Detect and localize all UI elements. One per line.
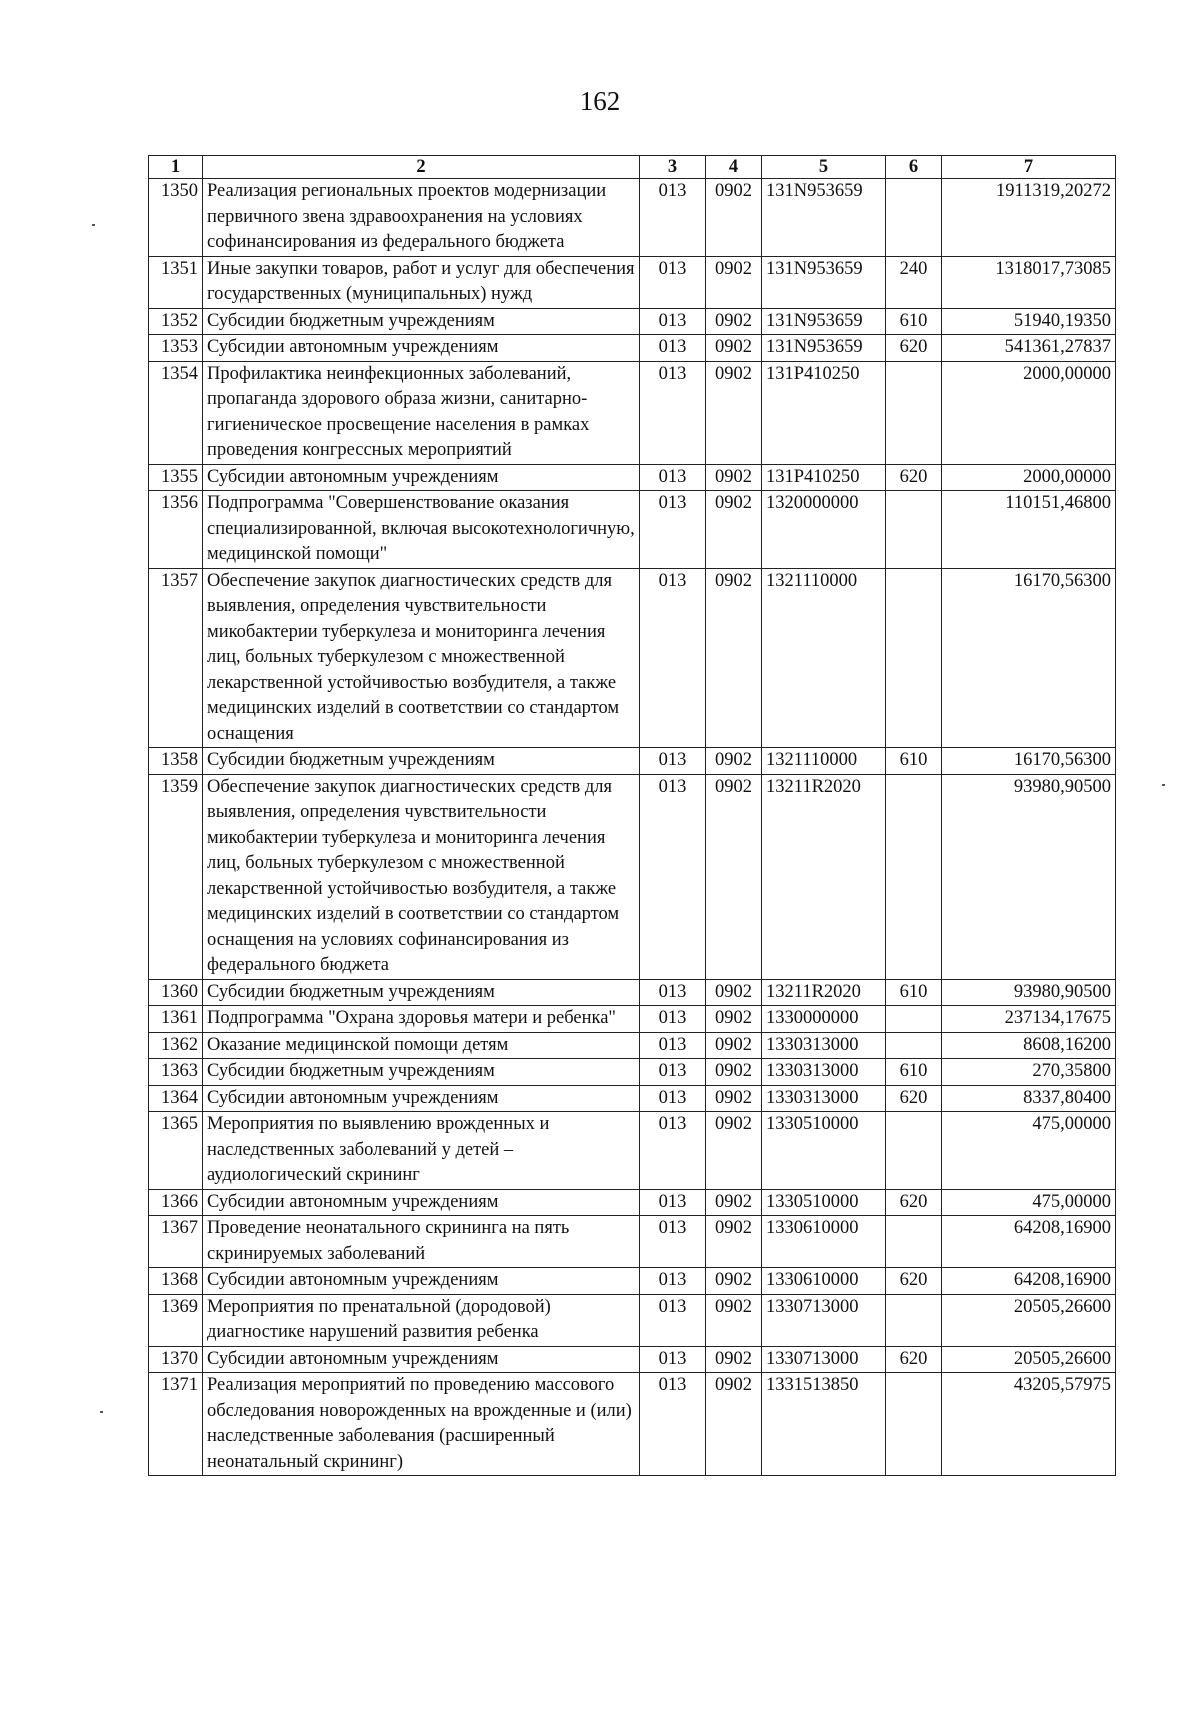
amount-value: 64208,16900 [942, 1268, 1116, 1295]
target-article-code: 1330610000 [762, 1216, 886, 1268]
amount-value: 2000,00000 [942, 464, 1116, 491]
column-header: 1 [149, 156, 203, 179]
target-article-code: 1330713000 [762, 1294, 886, 1346]
ministry-code: 013 [640, 1112, 706, 1190]
target-article-code: 1330713000 [762, 1346, 886, 1373]
section-code: 0902 [706, 256, 762, 308]
row-number: 1359 [149, 774, 203, 979]
row-number: 1363 [149, 1059, 203, 1086]
amount-value: 16170,56300 [942, 568, 1116, 748]
item-description: Субсидии автономным учреждениям [203, 1085, 640, 1112]
item-description: Подпрограмма "Совершенствование оказания специализированной, включая высокотехнологичную, медицинской помощи" [203, 491, 640, 569]
target-article-code: 13211R2020 [762, 774, 886, 979]
section-code: 0902 [706, 1085, 762, 1112]
item-description: Мероприятия по пренатальной (дородовой) диагностике нарушений развития ребенка [203, 1294, 640, 1346]
item-description: Субсидии автономным учреждениям [203, 1346, 640, 1373]
section-code: 0902 [706, 1006, 762, 1033]
target-article-code: 1330313000 [762, 1085, 886, 1112]
item-description: Субсидии бюджетным учреждениям [203, 748, 640, 775]
ministry-code: 013 [640, 1216, 706, 1268]
expense-type-code: 610 [886, 308, 942, 335]
ministry-code: 013 [640, 256, 706, 308]
row-number: 1368 [149, 1268, 203, 1295]
row-number: 1367 [149, 1216, 203, 1268]
amount-value: 8337,80400 [942, 1085, 1116, 1112]
amount-value: 8608,16200 [942, 1032, 1116, 1059]
expense-type-code: 610 [886, 748, 942, 775]
row-number: 1354 [149, 361, 203, 464]
table-row [149, 1346, 1116, 1373]
ministry-code: 013 [640, 1032, 706, 1059]
target-article-code: 1321110000 [762, 568, 886, 748]
item-description: Профилактика неинфекционных заболеваний, пропаганда здорового образа жизни, санитарно-гигиеническое просвещение населения в рамках проведения конгрессных мероприятий [203, 361, 640, 464]
target-article-code: 1330510000 [762, 1189, 886, 1216]
target-article-code: 1331513850 [762, 1373, 886, 1476]
amount-value: 270,35800 [942, 1059, 1116, 1086]
section-code: 0902 [706, 979, 762, 1006]
amount-value: 20505,26600 [942, 1294, 1116, 1346]
section-code: 0902 [706, 1268, 762, 1295]
amount-value: 43205,57975 [942, 1373, 1116, 1476]
table-row [149, 361, 1116, 464]
item-description: Оказание медицинской помощи детям [203, 1032, 640, 1059]
table-row [149, 748, 1116, 775]
amount-value: 1318017,73085 [942, 256, 1116, 308]
table-row [149, 979, 1116, 1006]
scan-speck [100, 1411, 103, 1413]
row-number: 1366 [149, 1189, 203, 1216]
target-article-code: 1330313000 [762, 1059, 886, 1086]
ministry-code: 013 [640, 1006, 706, 1033]
amount-value: 541361,27837 [942, 335, 1116, 362]
item-description: Подпрограмма "Охрана здоровья матери и ребенка" [203, 1006, 640, 1033]
expense-type-code: 620 [886, 1189, 942, 1216]
scan-speck [1162, 784, 1165, 786]
row-number: 1369 [149, 1294, 203, 1346]
item-description: Субсидии бюджетным учреждениям [203, 1059, 640, 1086]
target-article-code: 1330313000 [762, 1032, 886, 1059]
section-code: 0902 [706, 774, 762, 979]
target-article-code: 131N953659 [762, 308, 886, 335]
amount-value: 475,00000 [942, 1112, 1116, 1190]
column-header: 5 [762, 156, 886, 179]
ministry-code: 013 [640, 361, 706, 464]
column-header: 6 [886, 156, 942, 179]
section-code: 0902 [706, 748, 762, 775]
table-row [149, 774, 1116, 979]
page-number: 162 [579, 86, 621, 116]
section-code: 0902 [706, 179, 762, 257]
row-number: 1362 [149, 1032, 203, 1059]
row-number: 1357 [149, 568, 203, 748]
target-article-code: 131N953659 [762, 179, 886, 257]
expense-type-code [886, 1216, 942, 1268]
expense-type-code: 620 [886, 464, 942, 491]
item-description: Проведение неонатального скрининга на пять скринируемых заболеваний [203, 1216, 640, 1268]
row-number: 1361 [149, 1006, 203, 1033]
row-number: 1352 [149, 308, 203, 335]
item-description: Субсидии автономным учреждениям [203, 464, 640, 491]
header-row [149, 156, 1116, 179]
column-header: 7 [942, 156, 1116, 179]
budget-table [148, 155, 1116, 1476]
table-row [149, 491, 1116, 569]
amount-value: 237134,17675 [942, 1006, 1116, 1033]
ministry-code: 013 [640, 335, 706, 362]
amount-value: 110151,46800 [942, 491, 1116, 569]
section-code: 0902 [706, 491, 762, 569]
amount-value: 475,00000 [942, 1189, 1116, 1216]
item-description: Субсидии бюджетным учреждениям [203, 308, 640, 335]
table-row [149, 1189, 1116, 1216]
scan-speck [92, 224, 95, 226]
expense-type-code: 620 [886, 335, 942, 362]
amount-value: 1911319,20272 [942, 179, 1116, 257]
ministry-code: 013 [640, 491, 706, 569]
amount-value: 20505,26600 [942, 1346, 1116, 1373]
amount-value: 16170,56300 [942, 748, 1116, 775]
ministry-code: 013 [640, 179, 706, 257]
column-header: 2 [203, 156, 640, 179]
table-row [149, 1006, 1116, 1033]
target-article-code: 1330510000 [762, 1112, 886, 1190]
expense-type-code [886, 1294, 942, 1346]
amount-value: 93980,90500 [942, 979, 1116, 1006]
ministry-code: 013 [640, 308, 706, 335]
expense-type-code [886, 1032, 942, 1059]
expense-type-code [886, 179, 942, 257]
table-row [149, 1268, 1116, 1295]
expense-type-code [886, 774, 942, 979]
row-number: 1360 [149, 979, 203, 1006]
expense-type-code: 610 [886, 1059, 942, 1086]
section-code: 0902 [706, 1059, 762, 1086]
table-row [149, 1032, 1116, 1059]
section-code: 0902 [706, 1189, 762, 1216]
amount-value: 51940,19350 [942, 308, 1116, 335]
item-description: Иные закупки товаров, работ и услуг для обеспечения государственных (муниципальных) нужд [203, 256, 640, 308]
item-description: Обеспечение закупок диагностических средств для выявления, определения чувствительности микобактерии туберкулеза и мониторинга лечения лиц, больных туберкулезом с множественной лекарственной устойчивостью возбудителя, а также медицинских изделий в соответствии со стандартом оснащения на условиях софинансирования из федерального бюджета [203, 774, 640, 979]
section-code: 0902 [706, 1112, 762, 1190]
table-row [149, 464, 1116, 491]
section-code: 0902 [706, 335, 762, 362]
target-article-code: 1330000000 [762, 1006, 886, 1033]
section-code: 0902 [706, 1346, 762, 1373]
row-number: 1364 [149, 1085, 203, 1112]
target-article-code: 1321110000 [762, 748, 886, 775]
section-code: 0902 [706, 1216, 762, 1268]
table-row [149, 335, 1116, 362]
ministry-code: 013 [640, 774, 706, 979]
expense-type-code [886, 568, 942, 748]
row-number: 1350 [149, 179, 203, 257]
row-number: 1370 [149, 1346, 203, 1373]
expense-type-code [886, 1006, 942, 1033]
target-article-code: 131N953659 [762, 256, 886, 308]
ministry-code: 013 [640, 748, 706, 775]
item-description: Реализация региональных проектов модернизации первичного звена здравоохранения на условиях софинансирования из федерального бюджета [203, 179, 640, 257]
ministry-code: 013 [640, 568, 706, 748]
ministry-code: 013 [640, 1085, 706, 1112]
expense-type-code: 620 [886, 1268, 942, 1295]
target-article-code: 131P410250 [762, 361, 886, 464]
item-description: Субсидии автономным учреждениям [203, 1268, 640, 1295]
section-code: 0902 [706, 1032, 762, 1059]
table-row [149, 179, 1116, 257]
ministry-code: 013 [640, 1373, 706, 1476]
column-header: 4 [706, 156, 762, 179]
expense-type-code [886, 361, 942, 464]
table-row [149, 1216, 1116, 1268]
row-number: 1365 [149, 1112, 203, 1190]
target-article-code: 1320000000 [762, 491, 886, 569]
item-description: Мероприятия по выявлению врожденных и наследственных заболеваний у детей – аудиологический скрининг [203, 1112, 640, 1190]
item-description: Субсидии автономным учреждениям [203, 1189, 640, 1216]
expense-type-code [886, 1373, 942, 1476]
table-row [149, 1112, 1116, 1190]
column-header: 3 [640, 156, 706, 179]
table-row [149, 1294, 1116, 1346]
section-code: 0902 [706, 1373, 762, 1476]
section-code: 0902 [706, 308, 762, 335]
ministry-code: 013 [640, 464, 706, 491]
row-number: 1355 [149, 464, 203, 491]
target-article-code: 131N953659 [762, 335, 886, 362]
item-description: Реализация мероприятий по проведению массового обследования новорожденных на врожденные и (или) наследственные заболевания (расширенный неонатальный скрининг) [203, 1373, 640, 1476]
target-article-code: 1330610000 [762, 1268, 886, 1295]
section-code: 0902 [706, 361, 762, 464]
section-code: 0902 [706, 464, 762, 491]
expense-type-code: 240 [886, 256, 942, 308]
table-row [149, 256, 1116, 308]
target-article-code: 131P410250 [762, 464, 886, 491]
row-number: 1351 [149, 256, 203, 308]
expense-type-code: 610 [886, 979, 942, 1006]
ministry-code: 013 [640, 1268, 706, 1295]
amount-value: 93980,90500 [942, 774, 1116, 979]
amount-value: 2000,00000 [942, 361, 1116, 464]
table-row [149, 1085, 1116, 1112]
item-description: Субсидии автономным учреждениям [203, 335, 640, 362]
table-row [149, 1059, 1116, 1086]
row-number: 1371 [149, 1373, 203, 1476]
target-article-code: 13211R2020 [762, 979, 886, 1006]
expense-type-code: 620 [886, 1346, 942, 1373]
table-row [149, 1373, 1116, 1476]
table-row [149, 308, 1116, 335]
section-code: 0902 [706, 1294, 762, 1346]
section-code: 0902 [706, 568, 762, 748]
item-description: Субсидии бюджетным учреждениям [203, 979, 640, 1006]
expense-type-code [886, 491, 942, 569]
ministry-code: 013 [640, 1189, 706, 1216]
ministry-code: 013 [640, 1294, 706, 1346]
amount-value: 64208,16900 [942, 1216, 1116, 1268]
row-number: 1358 [149, 748, 203, 775]
ministry-code: 013 [640, 1346, 706, 1373]
row-number: 1356 [149, 491, 203, 569]
ministry-code: 013 [640, 1059, 706, 1086]
table-row [149, 568, 1116, 748]
item-description: Обеспечение закупок диагностических средств для выявления, определения чувствительности микобактерии туберкулеза и мониторинга лечения лиц, больных туберкулезом с множественной лекарственной устойчивостью возбудителя, а также медицинских изделий в соответствии со стандартом оснащения [203, 568, 640, 748]
row-number: 1353 [149, 335, 203, 362]
expense-type-code: 620 [886, 1085, 942, 1112]
ministry-code: 013 [640, 979, 706, 1006]
expense-type-code [886, 1112, 942, 1190]
